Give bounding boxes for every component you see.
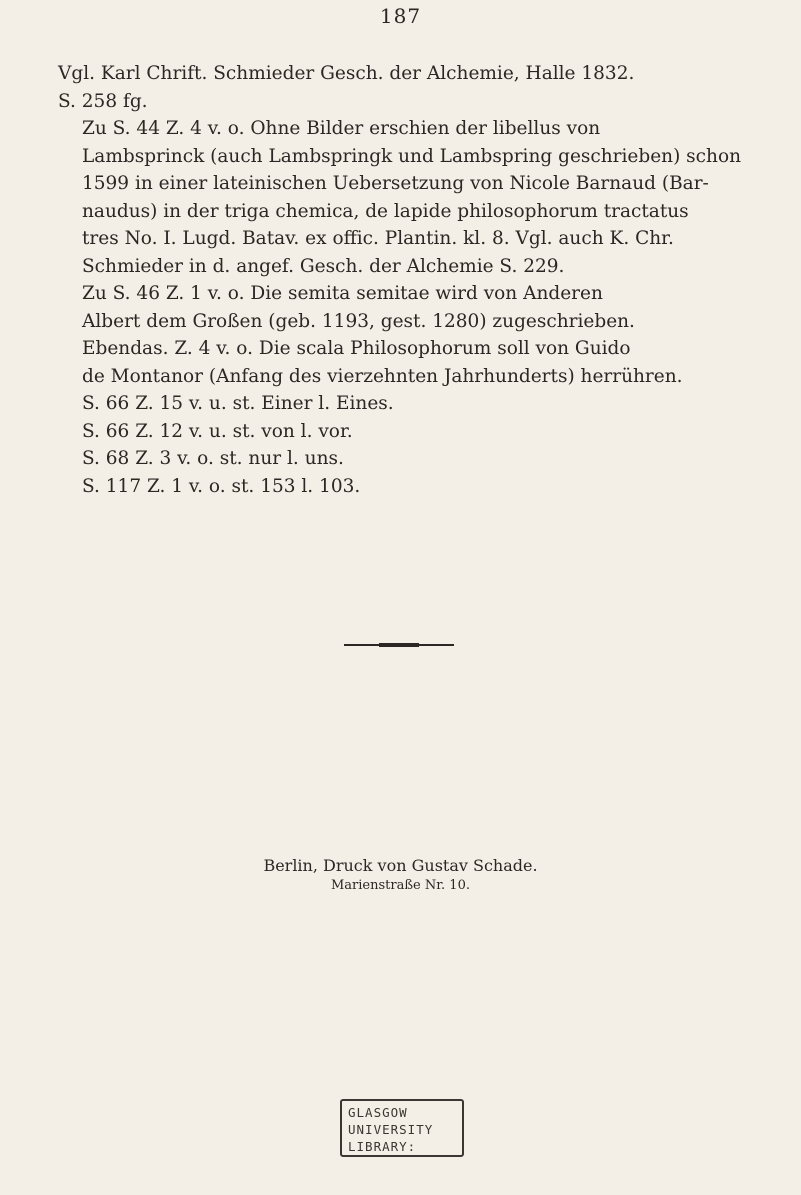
correction-s66-z15: [58, 390, 748, 418]
text-line: S. 68 Z. 3 v. o. st. nur l. uns.: [82, 448, 344, 469]
text-line: Schmieder in d. angef. Gesch. der Alchemie S. 229.: [82, 255, 565, 277]
correction-s117: [58, 473, 748, 501]
correction-s66-z12: [58, 418, 748, 446]
text-line: S. 66 Z. 12 v. u. st. von l. vor.: [82, 420, 353, 442]
text-line: Vgl. Karl Chrift. Schmieder Gesch. der Alchemie, Halle 1832.: [58, 63, 635, 84]
text-line: S. 258 fg.: [58, 90, 148, 112]
section-divider-rule: [344, 644, 454, 646]
paragraph-schmieder-reference: [58, 60, 748, 115]
imprint-printer: Berlin, Druck von Gustav Schade.: [263, 856, 538, 875]
paragraph-note-s46: [58, 280, 748, 390]
page-number: 187: [379, 4, 422, 28]
text-line: Ebendas. Z. 4 v. o. Die scala Philosophorum soll von Guido: [82, 338, 631, 359]
text-line: S. 117 Z. 1 v. o. st. 153 l. 103.: [82, 475, 361, 497]
paragraph-note-s44: [58, 115, 748, 280]
text-line: Lambsprinck (auch Lambspringk und Lambspring geschrieben) schon: [82, 145, 742, 167]
printer-imprint: [0, 855, 801, 895]
imprint-address: Marienstraße Nr. 10.: [331, 878, 470, 893]
stamp-line: UNIVERSITY: [348, 1122, 434, 1137]
errata-text-block: [58, 60, 748, 500]
text-line: 1599 in einer lateinischen Uebersetzung von Nicole Barnaud (Bar-: [82, 173, 709, 194]
text-line: tres No. I. Lugd. Batav. ex offic. Plantin. kl. 8. Vgl. auch K. Chr.: [82, 228, 674, 249]
text-line: naudus) in der triga chemica, de lapide philosophorum tractatus: [82, 200, 689, 222]
stamp-line: GLASGOW: [348, 1105, 408, 1120]
library-stamp: [340, 1099, 464, 1157]
text-line: S. 66 Z. 15 v. u. st. Einer l. Eines.: [82, 393, 394, 414]
stamp-line: LIBRARY:: [348, 1139, 417, 1154]
correction-s68: [58, 445, 748, 473]
text-line: Zu S. 46 Z. 1 v. o. Die semita semitae wird von Anderen: [82, 283, 603, 304]
text-line: Zu S. 44 Z. 4 v. o. Ohne Bilder erschien der libellus von: [82, 118, 601, 139]
text-line: de Montanor (Anfang des vierzehnten Jahrhunderts) herrühren.: [82, 365, 683, 387]
text-line: Albert dem Großen (geb. 1193, gest. 1280) zugeschrieben.: [82, 310, 635, 332]
